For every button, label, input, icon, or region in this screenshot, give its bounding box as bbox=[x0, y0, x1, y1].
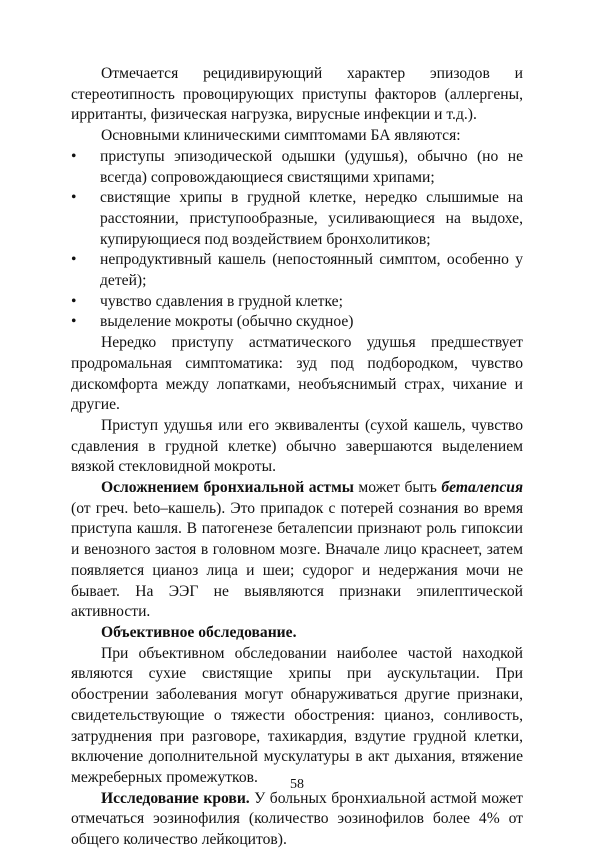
list-item-text: выделение мокроты (обычно скудное) bbox=[100, 313, 354, 331]
list-item bbox=[71, 250, 523, 291]
bullet-symbol: • bbox=[71, 251, 77, 269]
list-item bbox=[71, 188, 523, 250]
bullet-symbol: • bbox=[71, 147, 77, 165]
betalepsy-term: беталепсия bbox=[441, 479, 523, 497]
paragraph-recurrence: Отмечается рецидивирующий характер эпизодов и стереотипность провоцирующих приступы факторов (аллергены, ирританты, физическая нагрузка, вирусные инфекции и т.д.). bbox=[71, 65, 523, 124]
paragraph-symptoms-intro: Основными клиническими симптомами БА являются: bbox=[101, 127, 461, 145]
paragraph-prodromal: Нередко приступу астматического удушья предшествует продромальная симптоматика: зуд под подбородком, чувство дискомфорта между лопатками, необъяснимый страх, чихание и другие. bbox=[71, 334, 523, 414]
paragraph-objective-exam: При объективном обследовании наиболее частой находкой являются сухие свистящие хрипы при аускультации. При обострении заболевания могут обнаруживаться другие признаки, свидетельствующие о тяжести обострения: цианоз, сонливость, затруднения при разговоре, тахикардия, вздутие грудной клетки, включение дополнительной мускулатуры в акт дыхания, втяжение межреберных промежутков. bbox=[71, 644, 523, 786]
list-item-text: свистящие хрипы в грудной клетке, нередко слышимые на расстоянии, приступообразные, усиливающиеся на выдохе, купирующиеся под воздействием бронхолитиков; bbox=[100, 189, 523, 248]
page-number: 58 bbox=[290, 777, 304, 792]
page-body bbox=[71, 64, 523, 851]
complications-term: Осложнением бронхиальной астмы bbox=[101, 479, 354, 497]
complications-text: (от греч. beto–кашель). Это припадок с потерей сознания во время приступа кашля. В патогенезе беталепсии признают роль гипоксии и венозного застоя в головном мозге. Вначале лицо краснеет, затем появляется цианоз лица и шеи; судорог и недержания мочи не бывает. На ЭЭГ не выявляются признаки эпилептической активности. bbox=[71, 499, 523, 621]
paragraph-complications bbox=[71, 478, 523, 623]
paragraph-attack-resolution: Приступ удушья или его эквиваленты (сухой кашель, чувство сдавления в грудной клетке) обычно завершаются выделением вязкой стекловидной мокроты. bbox=[71, 416, 523, 476]
list-item-text: чувство сдавления в грудной клетке; bbox=[100, 292, 343, 310]
paragraph-blood-test bbox=[71, 789, 523, 851]
symptoms-list bbox=[71, 147, 523, 333]
list-item-text: непродуктивный кашель (непостоянный симптом, особенно у детей); bbox=[100, 251, 523, 290]
section-heading-objective: Объективное обследование. bbox=[101, 623, 297, 641]
list-item bbox=[71, 147, 523, 188]
blood-test-heading: Исследование крови. bbox=[101, 789, 250, 807]
bullet-symbol: • bbox=[71, 292, 77, 310]
list-item-text: приступы эпизодической одышки (удушья), обычно (но не всегда) сопровождающиеся свистящими хрипами; bbox=[100, 147, 523, 186]
blood-test-text: У больных бронхиальной астмой может отмечаться эозинофилия (количество эозинофилов более 4% от общего количество лейкоцитов). bbox=[71, 789, 523, 849]
complications-connector: может быть bbox=[353, 479, 442, 497]
list-item bbox=[71, 312, 523, 333]
bullet-symbol: • bbox=[71, 189, 77, 207]
bullet-symbol: • bbox=[71, 313, 77, 331]
list-item bbox=[71, 292, 523, 313]
